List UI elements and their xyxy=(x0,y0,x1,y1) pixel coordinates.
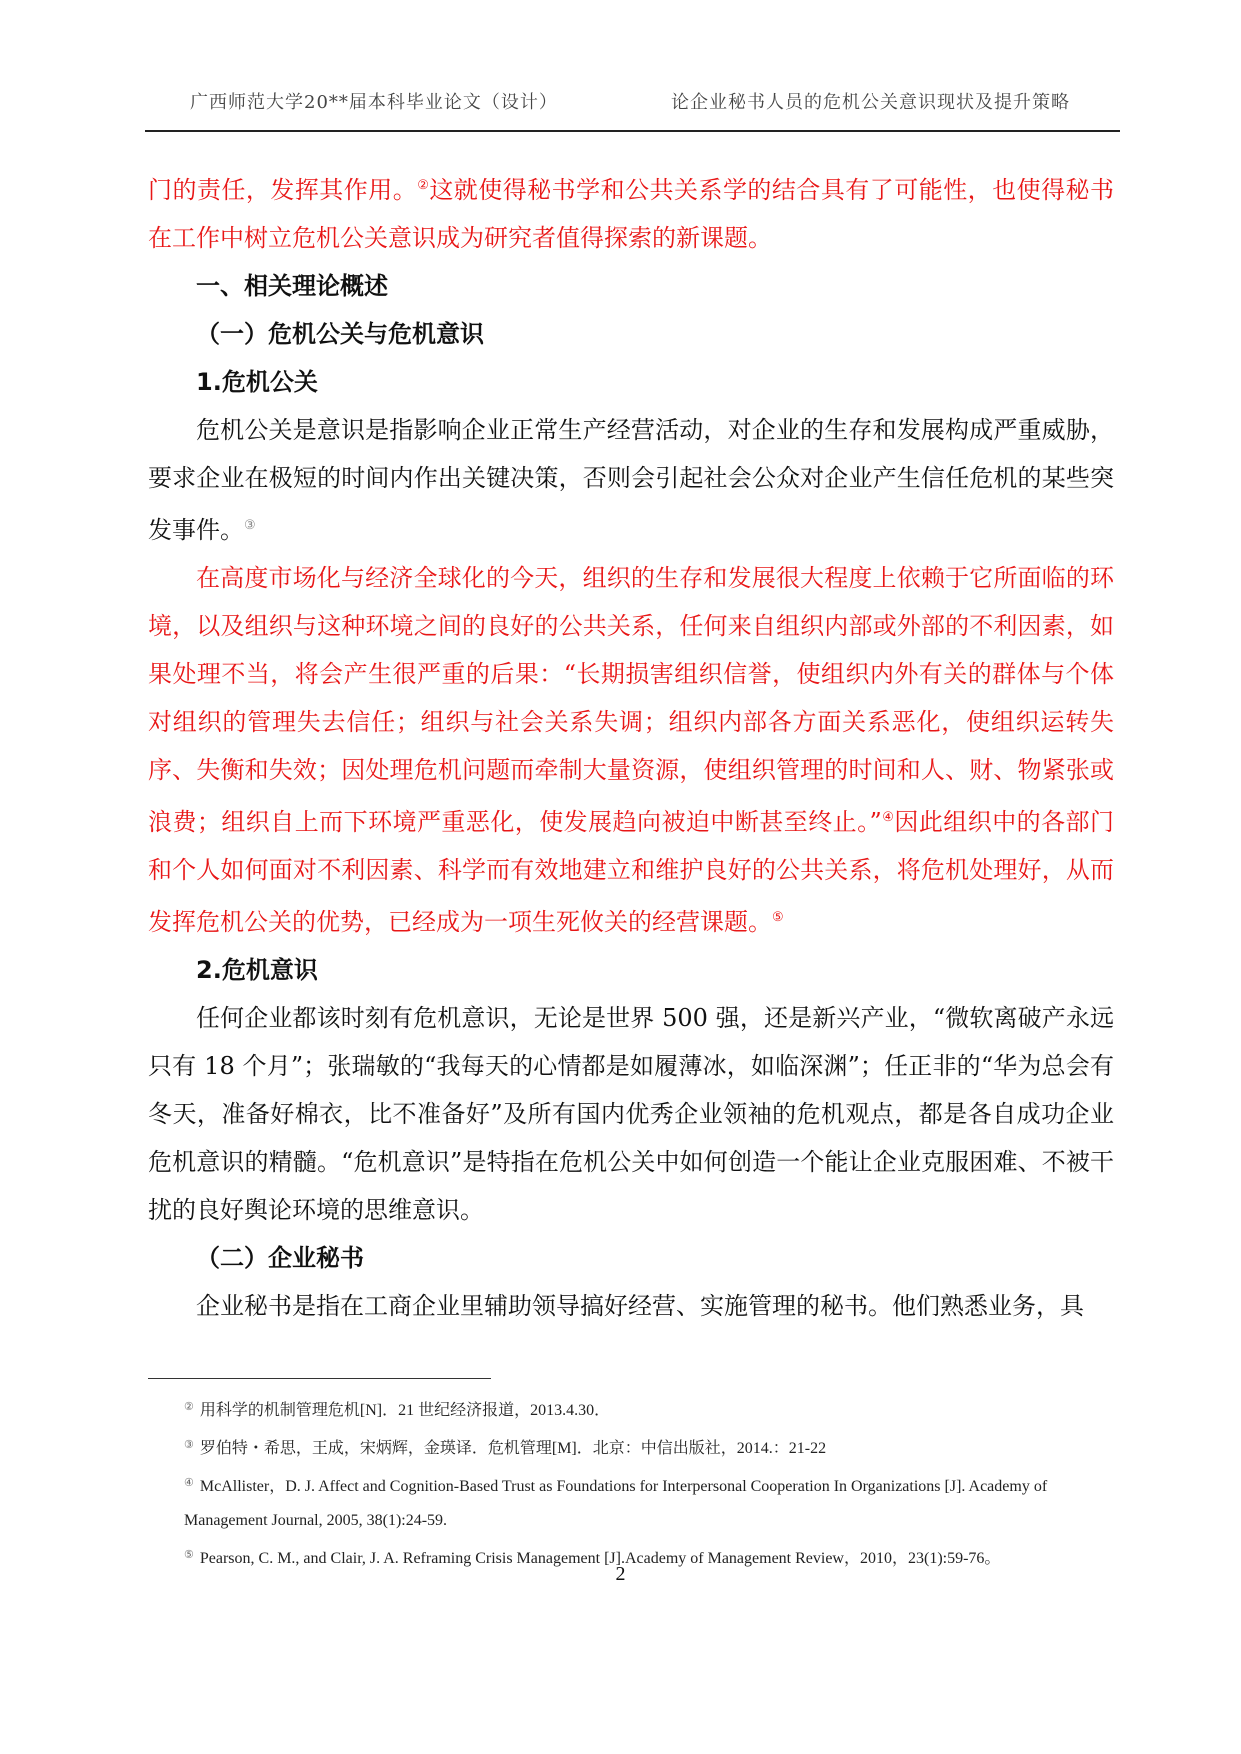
footnote-separator xyxy=(148,1378,491,1379)
footnote-mark: ⑤ xyxy=(184,1549,194,1561)
subsection-heading: （二）企业秘书 xyxy=(196,1244,364,1272)
footnote-text: McAllister，D. J. Affect and Cognition-Based Trust as Foundations for Interpersonal Cooperation In Organizations [J]. Academy of Management Journal, 2005, 38(1):24-59. xyxy=(184,1478,1048,1529)
footnotes xyxy=(148,1390,1128,1576)
footnote-mark: ② xyxy=(184,1401,194,1413)
paragraph-crisis-awareness: 任何企业都该时刻有危机意识，无论是世界 500 强，还是新兴产业，“微软离破产永远只有 18 个月”；张瑞敏的“我每天的心情都是如履薄冰，如临深渊”；任正非的“华为总会有冬天，准备好棉衣，比不准备好”及所有国内优秀企业领袖的危机观点，都是各自成功企业危机意识的精髓。“危机意识”是特指在危机公关中如何创造一个能让企业克服困难、不被干扰的良好舆论环境的思维意识。 xyxy=(148,1004,1114,1224)
footnote-text: 用科学的机制管理危机[N]．21 世纪经济报道，2013.4.30． xyxy=(199,1402,611,1419)
footnote-ref-3[interactable]: ③ xyxy=(244,518,256,533)
paragraph-text: 这就使得秘书学和公共关系学的结合具有了可能性，也使得秘书在工作中树立危机公关意识成为研究者值得探索的新课题。 xyxy=(148,176,1115,252)
section-heading: 一、相关理论概述 xyxy=(196,272,388,300)
paragraph-enterprise-secretary: 企业秘书是指在工商企业里辅助领导搞好经营、实施管理的秘书。他们熟悉业务，具 xyxy=(196,1292,1084,1320)
paragraph-continued xyxy=(148,162,1114,262)
subsubsection-heading: 1.危机公关 xyxy=(196,368,318,396)
footnote-2 xyxy=(148,1390,1128,1428)
footnote-text: Pearson, C. M., and Clair, J. A. Reframing Crisis Management [J].Academy of Management Review，2010，23(1):59-76。 xyxy=(199,1550,1001,1567)
paragraph-text: 在高度市场化与经济全球化的今天，组织的生存和发展很大程度上依赖于它所面临的环境，以及组织与这种环境之间的良好的公共关系，任何来自组织内部或外部的不利因素，如果处理不当，将会产生很严重的后果：“长期损害组织信誉，使组织内外有关的群体与个体对组织的管理失去信任；组织与社会关系失调；组织内部各方面关系恶化，使组织运转失序、失衡和失效；因处理危机问题而牵制大量资源，使组织管理的时间和人、财、物紧张或浪费；组织自上而下环境严重恶化，使发展趋向被迫中断甚至终止。” xyxy=(148,564,1114,836)
paragraph-text: 危机公关是意识是指影响企业正常生产经营活动，对企业的生存和发展构成严重威胁，要求企业在极短的时间内作出关键决策，否则会引起社会公众对企业产生信任危机的某些突发事件。 xyxy=(148,416,1114,544)
page-body xyxy=(148,162,1114,1330)
header-right-title: 论企业秘书人员的危机公关意识现状及提升策略 xyxy=(671,92,1070,113)
page-number: 2 xyxy=(615,1563,626,1585)
footnote-ref-5[interactable]: ⑤ xyxy=(772,910,784,925)
footnote-3 xyxy=(148,1428,1128,1466)
paragraph-text: 因此组织中的各部门和个人如何面对不利因素、科学而有效地建立和维护良好的公共关系，将危机处理好，从而发挥危机公关的优势，已经成为一项生死攸关的经营课题。 xyxy=(148,808,1115,936)
footnote-ref-4[interactable]: ④ xyxy=(881,810,895,825)
running-header xyxy=(145,82,1120,132)
header-left-title: 广西师范大学20**届本科毕业论文（设计） xyxy=(190,92,558,113)
footnote-mark: ③ xyxy=(184,1439,194,1451)
paragraph-definition xyxy=(148,406,1114,554)
footnote-4 xyxy=(148,1466,1128,1538)
footnote-mark: ④ xyxy=(184,1477,194,1489)
paragraph-highlighted xyxy=(148,554,1114,946)
paragraph-text: 门的责任，发挥其作用。 xyxy=(148,176,418,204)
footnote-text: 罗伯特・希思，王成，宋炳辉，金瑛译．危机管理[M]．北京：中信出版社，2014.：21-22 xyxy=(199,1440,827,1457)
footnote-ref-2[interactable]: ② xyxy=(417,178,430,193)
subsection-heading: （一）危机公关与危机意识 xyxy=(196,320,484,348)
subsubsection-heading: 2.危机意识 xyxy=(196,956,318,984)
